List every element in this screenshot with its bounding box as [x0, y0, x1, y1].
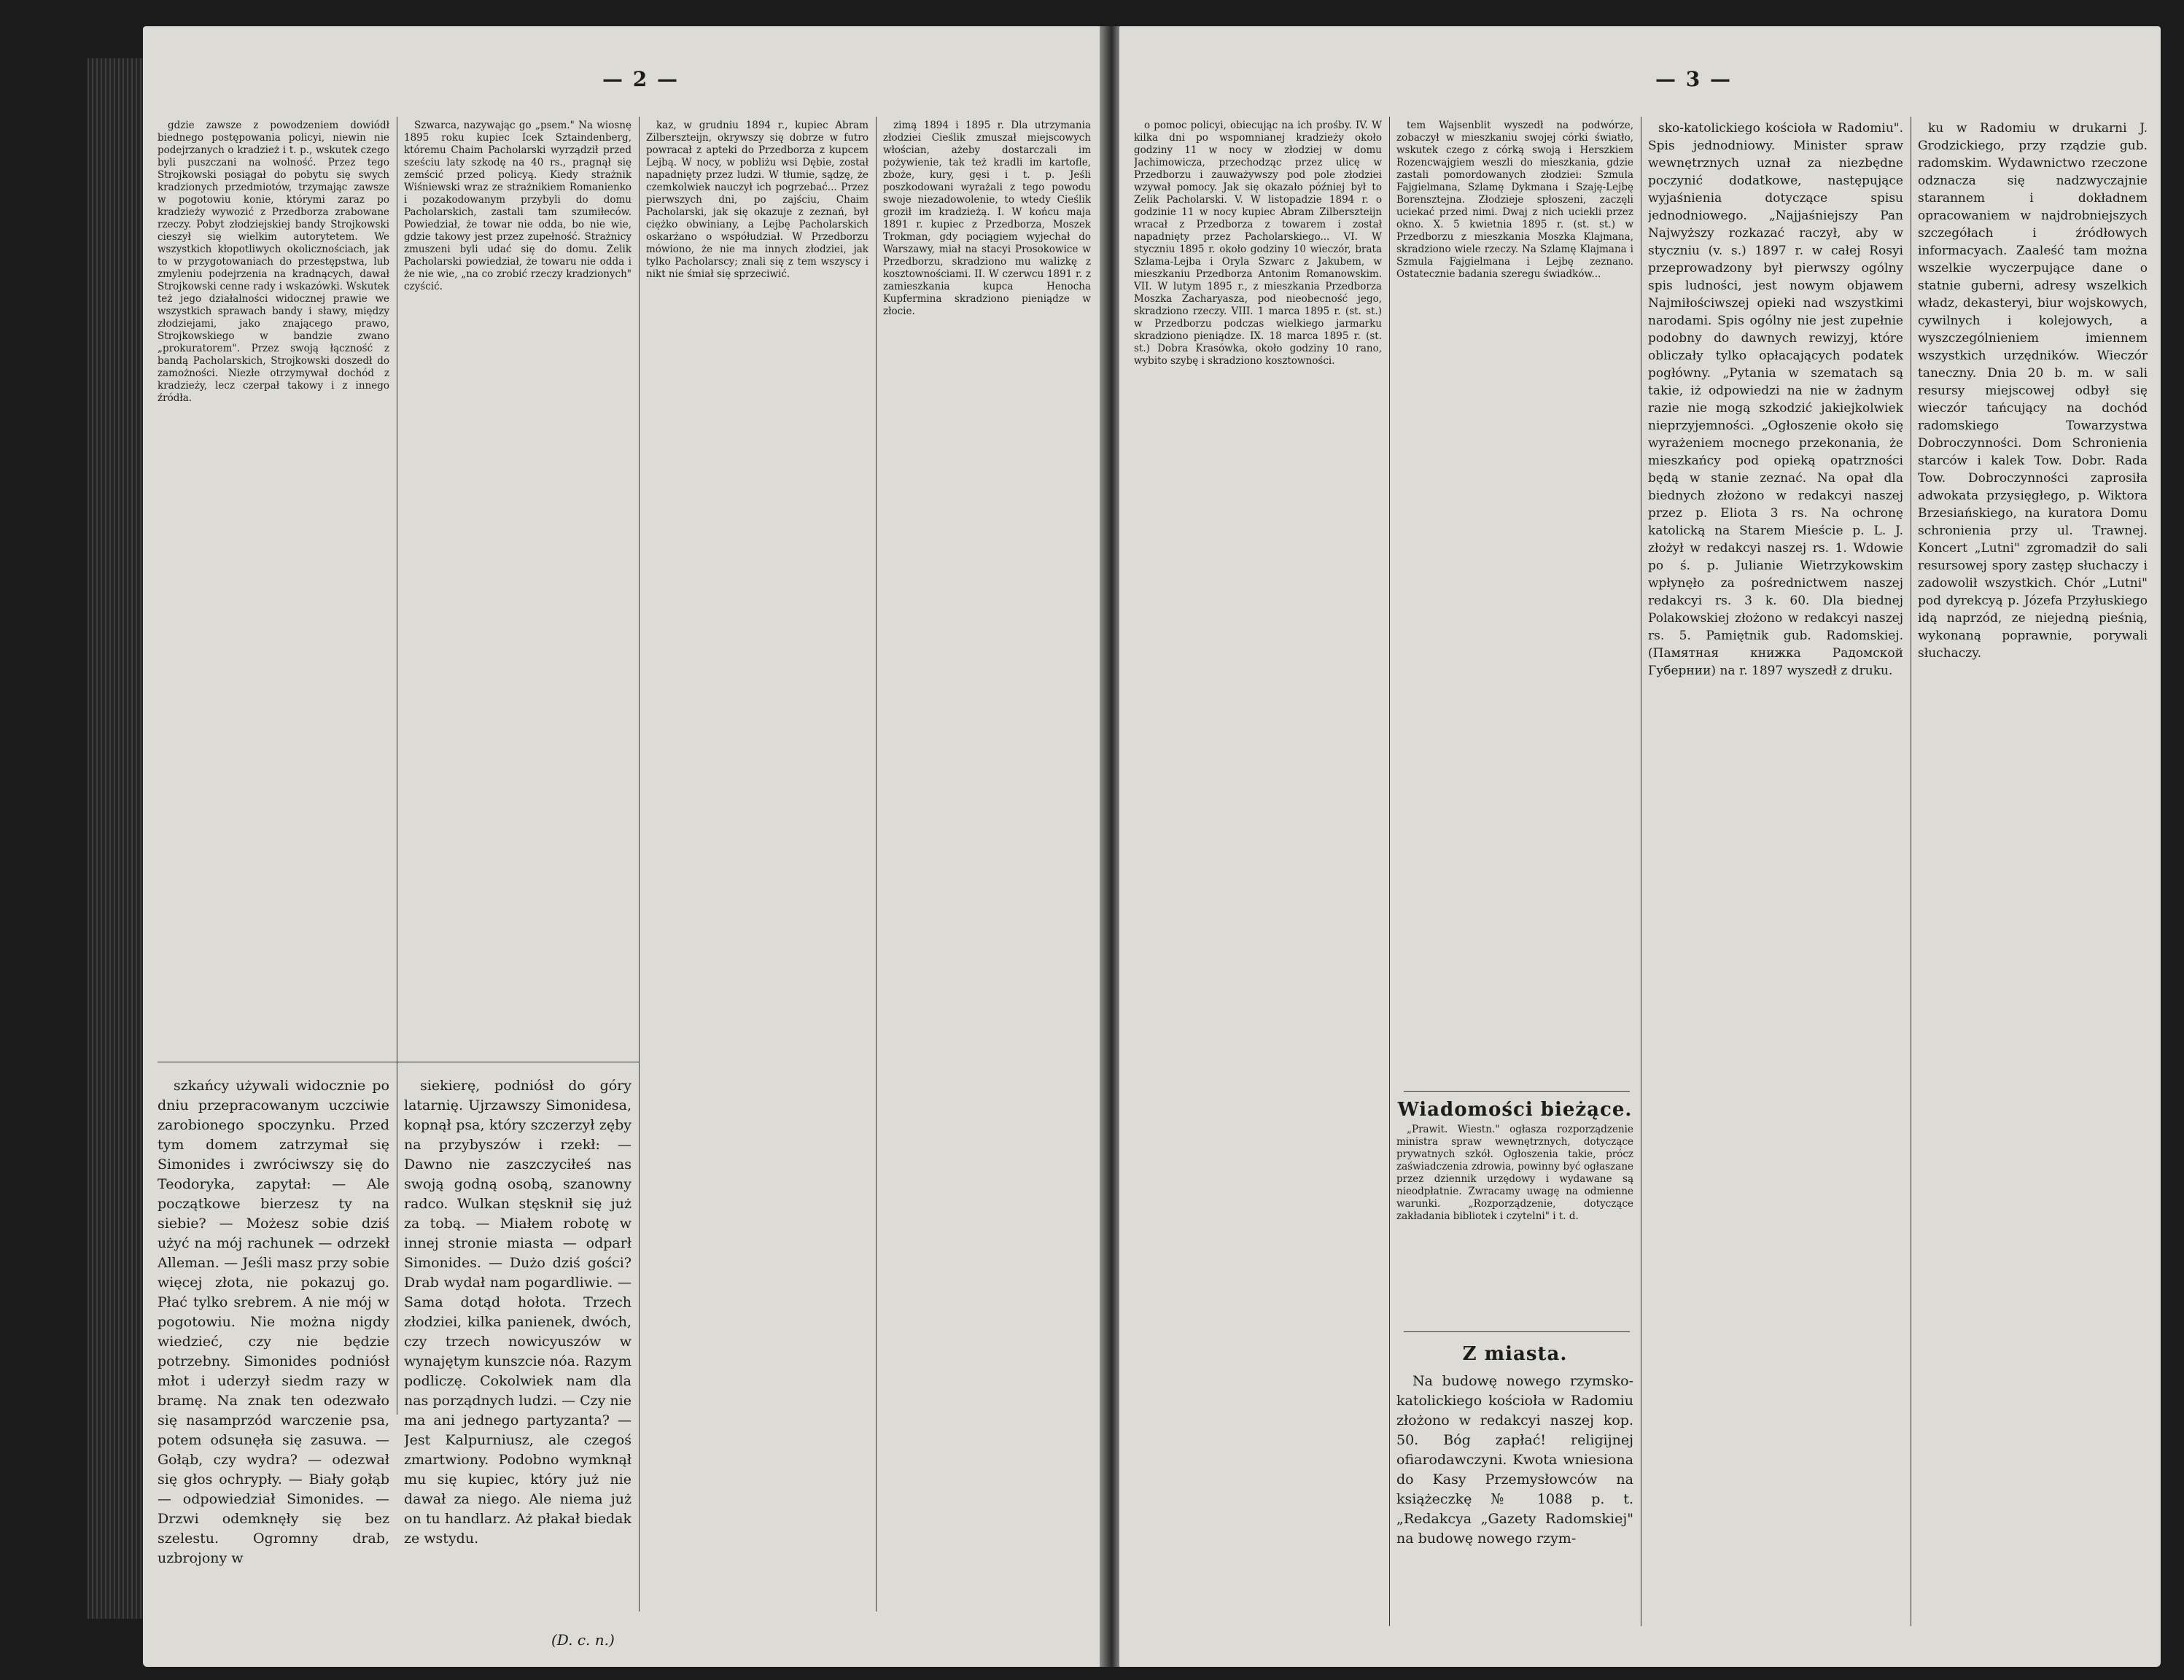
article-text: ku w Radomiu w drukarni J. Grodzickiego, przy rządzie gub. radomskim. Wydawnictwo rzeczone odznacza się nadzwyczajnie starannem i dokładnem opracowaniem w najdrobniejszych szczegółach i źródłowych informacyach. Zaaleść tam można wszelkie wyczerpujące dane o statnie guberni, adresy wszelkich władz, dekasteryi, biur wojskowych, cywilnych i kolejowych, a wyszczególnieniem imiennem wszystkich urzędników. Wieczór taneczny. Dnia 20 b. m. w sali resursy miejscowej odbył się wieczór tańcujący na dochód radomskiego Towarzystwa Dobroczynności. Dom Schronienia starców i kalek Tow. Dobr. Rada Tow. Dobroczynności zaprosiła adwokata przysięgłego, p. Wiktora Brzesiańskiego, na kuratora Domu schronienia przy ul. Trawnej. Koncert „Lutni" zgromadził do sali resursowej spory zastęp słuchaczy i zadowolił wszystkich. Chór „Lutni" pod dyrekcyą p. Józefa Przyłuskiego idą naprzód, ze niejedną pieśnią, wykonaną poprawnie, porywali słuchaczy.: [1918, 121, 2148, 661]
section-rule: [1404, 1091, 1630, 1092]
article-text: kaz, w grudniu 1894 r., kupiec Abram Zilberszteijn, okrywszy się dobrze w futro powracał z apteki do Przedborza z kupcem Lejbą. W nocy, w pobliżu wsi Dębie, został napadnięty przez ludzi. W tłumie, sądzę, że czemkolwiek nauczył ich pogrzebać... Przez pierwszych dni, po zajściu, Chaim Pacholarski, jak się okazuje z zeznań, był ciężko obwiniany, a Lejbę Pacholarskich oskarżano o współudział. W Przedborzu mówiono, że nie ma innych złodziei, jak tylko Pacholarscy; znali się z tem wszyscy i nikt nie śmiał się sprzeciwić.: [646, 120, 868, 280]
feuilleton-text: siekierę, podniósł do góry latarnię. Ujrzawszy Simonidesa, kopnął psa, który szczerzył zęby na przybyszów i rzekł: — Dawno nie zaszczyciłeś nas swoją godną osobą, szanowny radco. Wulkan stęsknił się już za tobą. — Miałem robotę w innej stronie miasta — odparł Simonides. — Dużo dziś gości? Drab wydał nam pogardliwie. — Sama dotąd hołota. Trzech złodziei, kilka panienek, dwóch, czy trzech nowicyuszów w wynajętym kunszcie nóa. Razym podliczę. Cokolwiek nam dla nas porządnych ludzi. — Czy nie ma ani jednego partyzanta? — Jest Kalpurniusz, ale czegoś zmartwiony. Podobno wymknął mu się kupiec, który już nie dawał za niego. Ale niema już on tu handlarz. Aż płakał biedak ze wstydu.: [404, 1078, 632, 1547]
left-col-1-feuilleton: [158, 1076, 389, 1660]
left-col-3: [646, 120, 868, 1644]
left-col-2-feuilleton: [404, 1076, 632, 1630]
right-col-2-city: [1396, 1339, 1633, 1630]
section-heading-city: Z miasta.: [1462, 1343, 1568, 1365]
left-col-1-top: [158, 120, 389, 1053]
article-text: zimą 1894 i 1895 r. Dla utrzymania złodziei Cieślik zmuszał miejscowych włościan, ażeby dostarczali im pożywienie, tak też kradli im kartofle, zboże, kury, gęsi i t. p. Jeśli poszkodowani wyrażali z tego powodu swoje niezadowolenie, to wtedy Cieślik groził im kradzieżą. I. W końcu maja 1891 r. kupiec z Przedborza, Moszek Trokman, gdy pociągiem wyjechał do Warszawy, miał na stacyi Prosokowice w Przedborzu, skradziono mu walizkę z kosztownościami. II. W czerwcu 1891 r. z zamieszkania kupca Henocha Kupfermina skradziono pieniądze w złocie.: [883, 120, 1091, 317]
article-text: sko-katolickiego kościoła w Radomiu". Spis jednodniowy. Minister spraw wewnętrznych uznał za niezbędne poczynić dodatkowe, następujące wyjaśnienia dotyczące spisu jednodniowego. „Najjaśniejszy Pan Najwyższy rozkazać raczył, aby w styczniu (v. s.) 1897 r. w całej Rosyi przeprowadzony był pierwszy ogólny spis ludności, jest nowym objawem Najmiłościwszej opieki nad wszystkimi narodami. Spis ogólny nie jest zupełnie podobny do dawnych rewizyj, które obliczały tylko opłacających podatek pogłówny. „Pytania w szematach są takie, iż odpowiedzi na nie w żadnym razie nie mogą szkodzić jakiejkolwiek nieprzyjemności. „Ogłoszenie około się wyrażeniem mocnego przekonania, że mieszkańcy pod opieką opatrzności będą w stanie zeznać. Na opał dla biednych złożono w redakcyi naszej przez p. Eliota 3 rs. Na ochronę katolicką na Starem Mieście p. L. J. złożył w redakcyi naszej rs. 1. Wdowie po ś. p. Julianie Wietrzykowskim wpłynęło za pośrednictwem naszej redakcyi rs. 3 k. 60. Dla biednej Polakowskiej złożono w redakcyi naszej rs. 5. Pamiętnik gub. Radomskiej. (Памятная книжка Радомской Губернии) na r. 1897 wyszedł z druku.: [1648, 121, 1903, 678]
page-number-3: — 3 —: [1655, 67, 1732, 91]
page-number-2: — 2 —: [602, 67, 679, 91]
column-rule: [1389, 117, 1390, 1626]
section-heading-news: Wiadomości bieżące.: [1397, 1099, 1633, 1121]
article-text: tem Wajsenblit wyszedł na podwórze, zobaczył w mieszkaniu swojej córki światło, wskutek czego z córką swoją i Herszkiem Rozencwajgiem weszli do mieszkania, gdzie zastali pomordowanych złodziei: Szmula Fajgielmana, Szlamę Dykmana i Szaję-Lejbę Borensztejna. Złodzieje spłoszeni, zaczęli uciekać przed nimi. Dwaj z nich uciekli przez okno. X. 5 kwietnia 1895 r. (st. st.) w Przedborzu z mieszkania Moszka Klajmana, skradziono wiele rzeczy. Na Szlamę Klajmana i Szmula Fajgielmana i Lejbę zeznano. Ostatecznie badania szeregu świadków...: [1396, 120, 1633, 280]
right-col-4: [1918, 120, 2148, 1644]
section-rule: [1404, 1331, 1630, 1332]
left-col-4: [883, 120, 1091, 1644]
feuilleton-text: szkańcy używali widocznie po dniu przepracowanym uczciwie zarobionego spoczynku. Przed tym domem zatrzymał się Simonides i zwróciwszy się do Teodoryka, zapytał: — Ale początkowe bierzesz ty na siebie? — Możesz sobie dziś użyć na mój rachunek — odrzekł Alleman. — Jeśli masz przy sobie więcej złota, nie pokazuj go. Płać tylko srebrem. A nie mój w pogotowiu. Nie można nigdy wiedzieć, czy nie będzie potrzebny. Simonides podniósł młot i uderzył siedm razy w bramę. Na znak ten odezwało się nasamprzód warczenie psa, potem odsunęła się zasuwa. — Gołąb, czy wydra? — odezwał się głos ochrypły. — Biały gołąb — odpowiedział Simonides. — Drzwi odemknęły się bez szelestu. Ogromny drab, uzbrojony w: [158, 1078, 389, 1566]
city-news-text: Na budowę nowego rzymsko-katolickiego kościoła w Radomiu złożono w redakcyi naszej kop. 50. Bóg zapłać! religijnej ofiarodawczyni. Kwota wniesiona do Kasy Przemysłowców na książeczkę № 1088 p. t. „Redakcya „Gazety Radomskiej" na budowę nowego rzym-: [1396, 1373, 1633, 1547]
right-col-2-top: [1396, 120, 1633, 1089]
left-page: [143, 26, 1101, 1667]
article-text: o pomoc policyi, obiecując na ich prośby. IV. W kilka dni po wspomnianej kradzieży około godziny 11 w nocy w złodziej w domu Jachimowicza, przechodząc przez ulicę w Przedborzu i zauważywszy pod pole złodziei wzywał pomocy. Jak się okazało później był to Zelik Pacholarski. V. W listopadzie 1894 r. o godzinie 11 w nocy kupiec Abram Zilberszteijn wracał z Przedborza z towarem i został napadnięty przez Pacholarskiego... VI. W styczniu 1895 r. około godziny 10 wieczór, brata Szlama-Lejba i Oryla Szwarc z Jakubem, w mieszkaniu Przedborza Antonim Romanowskim. VII. W lutym 1895 r., z mieszkania Przedborza Moszka Zacharyasza, pod nieobecność jego, skradziono rzeczy. VIII. 1 marca 1895 r. (st. st.) w Przedborzu podczas wielkiego jarmarku skradziono pieniądze. IX. 18 marca 1895 r. (st. st.) Dobra Krasówka, około godziny 10 rano, wybito szybę i skradziono kosztowności.: [1134, 120, 1382, 367]
article-text: gdzie zawsze z powodzeniem dowiódł biednego postępowania policyi, niewin nie podejrzanych o kradzież i t. p., wskutek czego byli puszczani na wolność. Przez tego Strojkowski posiągał do pobytu się swych kradzionych przedmiotów, trzymając zawsze w pogotowiu konie, którymi zaraz po kradzieży wywozić z Przedborza zrabowane rzeczy. Pobyt złodziejskiej bandy Strojkowski cieszył się wielkim autorytetem. We wszystkich kłopotliwych okolicznościach, jak to w przygotowaniach do przestępstwa, lub zmyleniu podejrzenia na kradnących, dawał Strojkowski cenne rady i wskazówki. Wskutek też jego działalności widocznej prawie we wszystkich sprawach bandy i sławy, między złodziejami, jako znającego prawo, Strojkowskiego w bandzie zwano „prokuratorem". Przez swoją łączność z bandą Pacholarskich, Strojkowski doszedł do zamożności. Niezłe otrzymywał dochód z kradzieży, lecz czerpał takowy i z innego źródła.: [158, 120, 389, 404]
right-col-2-news: [1396, 1098, 1633, 1317]
column-rule: [639, 117, 640, 1611]
right-col-3: [1648, 120, 1903, 1644]
binding-gutter: [1100, 26, 1122, 1667]
page-edges: [88, 58, 143, 1619]
continuation-signature: (D. c. n.): [551, 1631, 615, 1649]
right-col-1: [1134, 120, 1382, 1644]
column-rule: [876, 117, 877, 1611]
left-col-2-top: [404, 120, 632, 1053]
right-page: [1119, 26, 2161, 1667]
article-text: Szwarca, nazywając go „psem." Na wiosnę 1895 roku kupiec Icek Sztaindenberg, któremu Chaim Pacholarski wyrządził przed sześciu laty szkodę na 40 rs., pragnął się zemścić przed policyą. Kiedy strażnik Wiśniewski wraz ze strażnikiem Romanienko i pozakodowanym przybyli do domu Pacholarskich, zastali tam szumiłeców. Powiedział, że towar nie odda, bo nie wie, gdzie takowy jest przez zupełność. Strażnicy zmuszeni byli udać się do domu. Zelik Pacholarski powiedział, że towaru nie odda i że nie wie, „na co zrobić rzeczy kradzionych" czyścić.: [404, 120, 632, 292]
news-text: „Prawit. Wiestn." ogłasza rozporządzenie ministra spraw wewnętrznych, dotyczące prywatnych szkół. Ogłoszenia takie, prócz zaświadczenia zdrowia, powinny być ogłaszane przez dziennik urzędowy i wydawane są nieodpłatnie. Zwracamy uwagę na odmienne warunki. „Rozporządzenie, dotyczące zakładania bibliotek i czytelni" i t. d.: [1396, 1124, 1633, 1222]
